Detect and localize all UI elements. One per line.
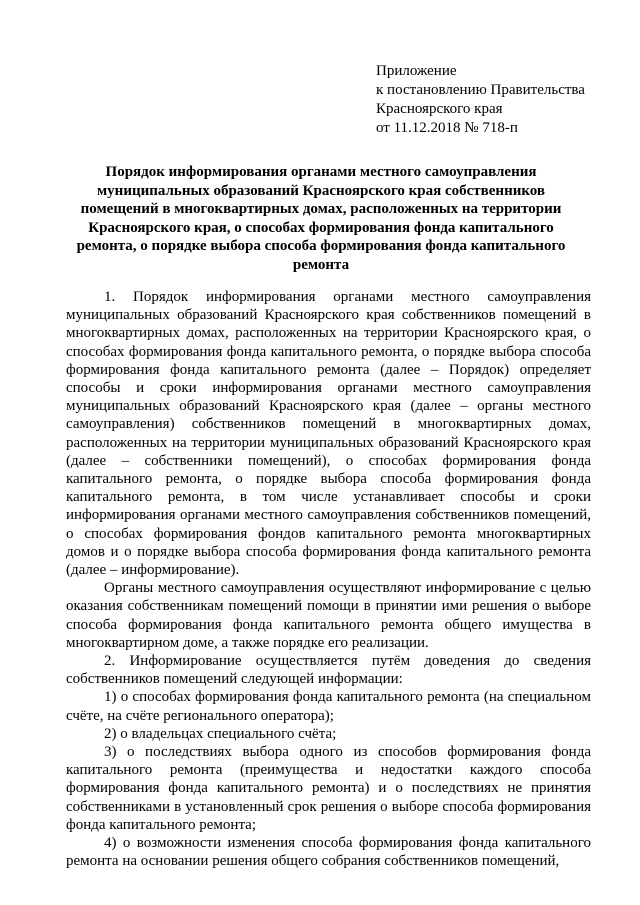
paragraph-1: 1. Порядок информирования органами местного самоуправления муниципальных образований Красноярского края собственников помещений в многоквартирных домах, расположенных на территории Красноярского края, о способах формирования фонда капитального ремонта, о порядке выбора способа формирования фонда капитального ремонта (далее – Порядок) определяет способы и сроки информирования органами местного самоуправления муниципальных образований Красноярского края (далее – органы местного самоуправления) собственников помещений в многоквартирных домах, расположенных на территории муниципальных образований Красноярского края (далее – собственники помещений), о способах формирования фонда капитального ремонта, о порядке выбора способа формирования фонда капитального ремонта, в том числе устанавливает способы и сроки информирования органами местного самоуправления собственников помещений, о способах формирования фондов капитального ремонта многоквартирных домов и о порядке выбора способа формирования фонда капитального ремонта (далее – информирование). bbox=[66, 289, 591, 579]
document-title: Порядок информирования органами местного самоуправления муниципальных образований Красноярского края собственников помещений в многоквартирных домах, расположенных на территории Красноярского края, о способах формирования фонда капитального ремонта, о порядке выбора способа формирования фонда капитального ремонта bbox=[76, 164, 566, 273]
appendix-line-1: Приложение bbox=[376, 63, 457, 79]
list-item-4: 4) о возможности изменения способа формирования фонда капитального ремонта на основании решения общего собрания собственников помещений, bbox=[66, 835, 591, 870]
paragraph-2: Органы местного самоуправления осуществляют информирование с целью оказания собственникам помещений помощи в принятии ими решения о выборе способа формирования фонда капитального ремонта общего имущества в многоквартирном доме, а также порядке его реализации. bbox=[66, 580, 591, 651]
appendix-header bbox=[376, 62, 616, 138]
paragraph-3: 2. Информирование осуществляется путём доведения до сведения собственников помещений следующей информации: bbox=[66, 653, 591, 688]
appendix-line-4: от 11.12.2018 № 718-п bbox=[376, 120, 518, 136]
appendix-line-2: к постановлению Правительства bbox=[376, 82, 585, 98]
list-item-1: 1) о способах формирования фонда капитального ремонта (на специальном счёте, на счёте регионального оператора); bbox=[66, 689, 591, 724]
list-item-3: 3) о последствиях выбора одного из способов формирования фонда капитального ремонта (преимущества и недостатки каждого способа формирования фонда капитального ремонта) и о последствиях не принятия собственниками в установленный срок решения о выборе способа формирования фонда капитального ремонта; bbox=[66, 744, 591, 833]
list-item-2: 2) о владельцах специального счёта; bbox=[104, 725, 337, 742]
appendix-line-3: Красноярского края bbox=[376, 101, 503, 117]
document-body bbox=[66, 288, 591, 871]
